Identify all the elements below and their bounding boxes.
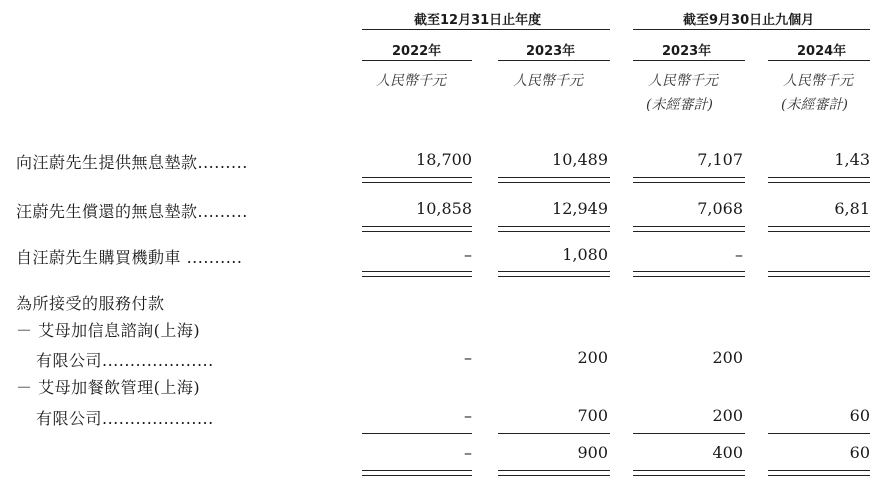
service-item-2-line2: 有限公司.................... <box>36 409 214 428</box>
row1-value-2023: 10,489 <box>552 150 608 169</box>
rule <box>633 182 745 183</box>
year-col-3: 2023年 <box>662 44 712 59</box>
section-title-services: 為所接受的服務付款 <box>16 294 165 313</box>
rule <box>362 433 472 434</box>
rule <box>362 182 472 183</box>
unaudited-note-col-3: (未經審計) <box>646 97 713 113</box>
unaudited-note-col-4: (未經審計) <box>781 97 848 113</box>
rule <box>498 182 610 183</box>
rule <box>633 231 745 232</box>
service2-value-2023: 700 <box>577 406 608 425</box>
service-item-2-line1: － 艾母加餐飲管理(上海) <box>16 378 201 397</box>
year-rule-2 <box>498 60 610 61</box>
rule <box>768 226 870 227</box>
rule <box>362 475 472 476</box>
rule <box>498 470 610 471</box>
year-col-1: 2022年 <box>392 44 442 59</box>
row1-value-9m2024: 1,43 <box>834 150 870 169</box>
rule <box>633 226 745 227</box>
rule <box>633 475 745 476</box>
service-item-1-line1: － 艾母加信息諮詢(上海) <box>16 321 201 340</box>
total-value-9m2023: 400 <box>712 443 743 462</box>
header-rule-fy <box>362 29 610 30</box>
year-rule-1 <box>362 60 472 61</box>
rule <box>362 276 472 277</box>
rule <box>768 276 870 277</box>
rule <box>768 433 870 434</box>
row2-value-2022: 10,858 <box>416 199 472 218</box>
service2-value-9m2024: 60 <box>849 406 870 425</box>
row1-value-2022: 18,700 <box>416 150 472 169</box>
row3-value-9m2023: – <box>735 245 743 264</box>
rule <box>633 433 745 434</box>
rule <box>362 177 472 178</box>
rule <box>633 470 745 471</box>
row2-value-9m2023: 7,068 <box>697 199 743 218</box>
rule <box>633 177 745 178</box>
total-value-2022: – <box>464 443 472 462</box>
row3-value-2023: 1,080 <box>562 245 608 264</box>
rule <box>768 177 870 178</box>
rule <box>768 475 870 476</box>
rule <box>498 177 610 178</box>
rule <box>362 271 472 272</box>
rule <box>498 276 610 277</box>
rule <box>768 182 870 183</box>
year-col-2: 2023年 <box>526 44 576 59</box>
rule <box>633 276 745 277</box>
rule <box>362 231 472 232</box>
period-header-fy: 截至12月31日止年度 <box>414 13 542 28</box>
service1-value-2023: 200 <box>577 348 608 367</box>
unit-col-2: 人民幣千元 <box>513 73 583 89</box>
rule <box>498 231 610 232</box>
row-label-advances-repaid: 汪蔚先生償還的無息墊款......... <box>16 202 248 221</box>
rule <box>498 226 610 227</box>
rule <box>498 271 610 272</box>
rule <box>498 475 610 476</box>
rule <box>362 226 472 227</box>
service1-value-2022: – <box>464 348 472 367</box>
rule <box>633 271 745 272</box>
service1-value-9m2023: 200 <box>712 348 743 367</box>
rule <box>768 231 870 232</box>
rule <box>498 433 610 434</box>
year-col-4: 2024年 <box>797 44 847 59</box>
row2-value-9m2024: 6,81 <box>834 199 870 218</box>
rule <box>362 470 472 471</box>
row3-value-2022: – <box>464 245 472 264</box>
total-value-9m2024: 60 <box>849 443 870 462</box>
total-value-2023: 900 <box>577 443 608 462</box>
unit-col-4: 人民幣千元 <box>783 73 853 89</box>
service2-value-2022: – <box>464 406 472 425</box>
row-label-advances-provided: 向汪蔚先生提供無息墊款......... <box>16 153 248 172</box>
rule <box>768 470 870 471</box>
row2-value-2023: 12,949 <box>552 199 608 218</box>
unit-col-1: 人民幣千元 <box>376 73 446 89</box>
year-rule-3 <box>633 60 745 61</box>
rule <box>768 271 870 272</box>
row1-value-9m2023: 7,107 <box>697 150 743 169</box>
period-header-9m: 截至9月30日止九個月 <box>683 13 815 28</box>
row-label-vehicle-purchase: 自汪蔚先生購買機動車 .......... <box>16 248 243 267</box>
year-rule-4 <box>768 60 870 61</box>
unit-col-3: 人民幣千元 <box>648 73 718 89</box>
service2-value-9m2023: 200 <box>712 406 743 425</box>
header-rule-9m <box>633 29 870 30</box>
service-item-1-line2: 有限公司.................... <box>36 351 214 370</box>
